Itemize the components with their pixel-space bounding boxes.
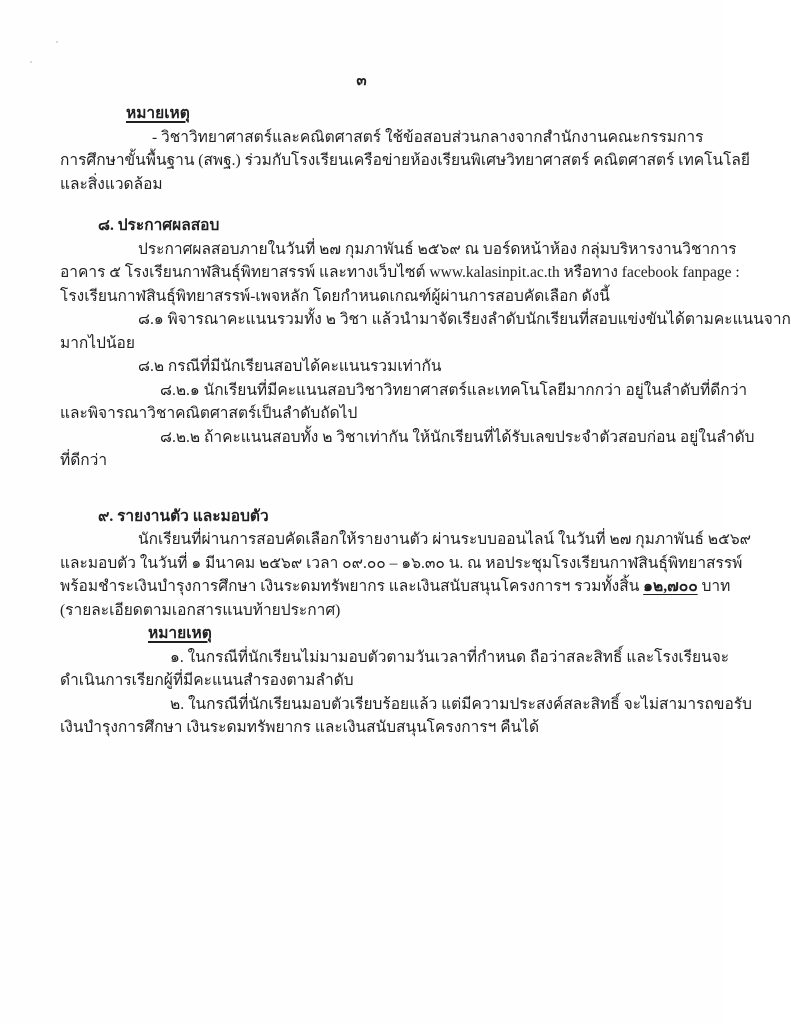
section-9-line-3 [60, 575, 731, 599]
note-top-heading: หมายเหตุ [126, 105, 190, 122]
section-9-line-4: (รายละเอียดตามเอกสารแนบท้ายประกาศ) [60, 601, 341, 619]
section-9-line-2: และมอบตัว ในวันที่ ๑ มีนาคม ๒๕๖๙ เวลา ๐๙.๐๐ – ๑๖.๓๐ น. ณ หอประชุมโรงเรียนกาฬสินธุ์พิทยาสรรพ์ [60, 554, 743, 572]
fee-line-suffix: บาท [697, 578, 731, 595]
scan-speck [30, 61, 32, 63]
section-9-heading: ๙. รายงานตัว และมอบตัว [98, 507, 269, 525]
clause-8-2: ๘.๒ กรณีที่มีนักเรียนสอบได้คะแนนรวมเท่ากัน [138, 358, 442, 375]
section-8-line-1: ประกาศผลสอบภายในวันที่ ๒๗ กุมภาพันธ์ ๒๕๖๙ ณ บอร์ดหน้าห้อง กลุ่มบริหารงานวิชาการ [138, 240, 737, 258]
note-top-line-1: - วิชาวิทยาศาสตร์และคณิตศาสตร์ ใช้ข้อสอบส่วนกลางจากสำนักงานคณะกรรมการ [152, 128, 704, 146]
section-9-line-1: นักเรียนที่ผ่านการสอบคัดเลือกให้รายงานตัว ผ่านระบบออนไลน์ ในวันที่ ๒๗ กุมภาพันธ์ ๒๕๖๙ [138, 531, 752, 548]
note-item-2-line-1: ๒. ในกรณีที่นักเรียนมอบตัวเรียบร้อยแล้ว แต่มีความประสงค์สละสิทธิ์ จะไม่สามารถขอรับ [170, 695, 752, 713]
clause-8-1-line-1: ๘.๑ พิจารณาคะแนนรวมทั้ง ๒ วิชา แล้วนำมาจัดเรียงลำดับนักเรียนที่สอบแข่งขันได้ตามคะแนนจาก [138, 311, 791, 328]
note-item-1-line-2: ดำเนินการเรียกผู้ที่มีคะแนนสำรองตามลำดับ [60, 672, 354, 689]
fee-total-amount: ๑๒,๗๐๐ [643, 578, 698, 595]
scan-speck [56, 41, 58, 43]
clause-8-2-1-line-1: ๘.๒.๑ นักเรียนที่มีคะแนนสอบวิชาวิทยาศาสตร์และเทคโนโลยีมากกว่า อยู่ในลำดับที่ดีกว่า [160, 381, 748, 399]
page-number: ๓ [356, 73, 368, 89]
note-top-line-2: การศึกษาขั้นพื้นฐาน (สพฐ.) ร่วมกับโรงเรียนเครือข่ายห้องเรียนพิเศษวิทยาศาสตร์ คณิตศาสตร์ เทคโนโลยี [60, 152, 750, 169]
note-item-2-line-2: เงินบำรุงการศึกษา เงินระดมทรัพยากร และเงินสนับสนุนโครงการฯ คืนได้ [60, 719, 540, 736]
note-bottom-heading: หมายเหตุ [148, 625, 212, 642]
clause-8-2-2-line-2: ที่ดีกว่า [60, 452, 108, 469]
section-8-line-2: อาคาร ๕ โรงเรียนกาฬสินธุ์พิทยาสรรพ์ และทางเว็บไซต์ www.kalasinpit.ac.th หรือทาง facebook fanpage : [60, 264, 740, 281]
clause-8-2-1-line-2: และพิจารณาวิชาคณิตศาสตร์เป็นลำดับถัดไป [60, 405, 358, 422]
note-top-line-3: และสิ่งแวดล้อม [60, 175, 163, 193]
note-item-1-line-1: ๑. ในกรณีที่นักเรียนไม่มามอบตัวตามวันเวลาที่กำหนด ถือว่าสละสิทธิ์ และโรงเรียนจะ [170, 648, 730, 666]
fee-line-prefix: พร้อมชำระเงินบำรุงการศึกษา เงินระดมทรัพยากร และเงินสนับสนุนโครงการฯ รวมทั้งสิ้น [60, 578, 644, 595]
section-8-heading: ๘. ประกาศผลสอบ [98, 217, 220, 234]
clause-8-1-line-2: มากไปน้อย [60, 334, 135, 352]
document-content [60, 102, 791, 740]
section-8-line-3: โรงเรียนกาฬสินธุ์พิทยาสรรพ์-เพจหลัก โดยกำหนดเกณฑ์ผู้ผ่านการสอบคัดเลือก ดังนี้ [60, 287, 610, 305]
clause-8-2-2-line-1: ๘.๒.๒ ถ้าคะแนนสอบทั้ง ๒ วิชาเท่ากัน ให้นักเรียนที่ได้รับเลขประจำตัวสอบก่อน อยู่ในลำดับ [160, 428, 755, 446]
